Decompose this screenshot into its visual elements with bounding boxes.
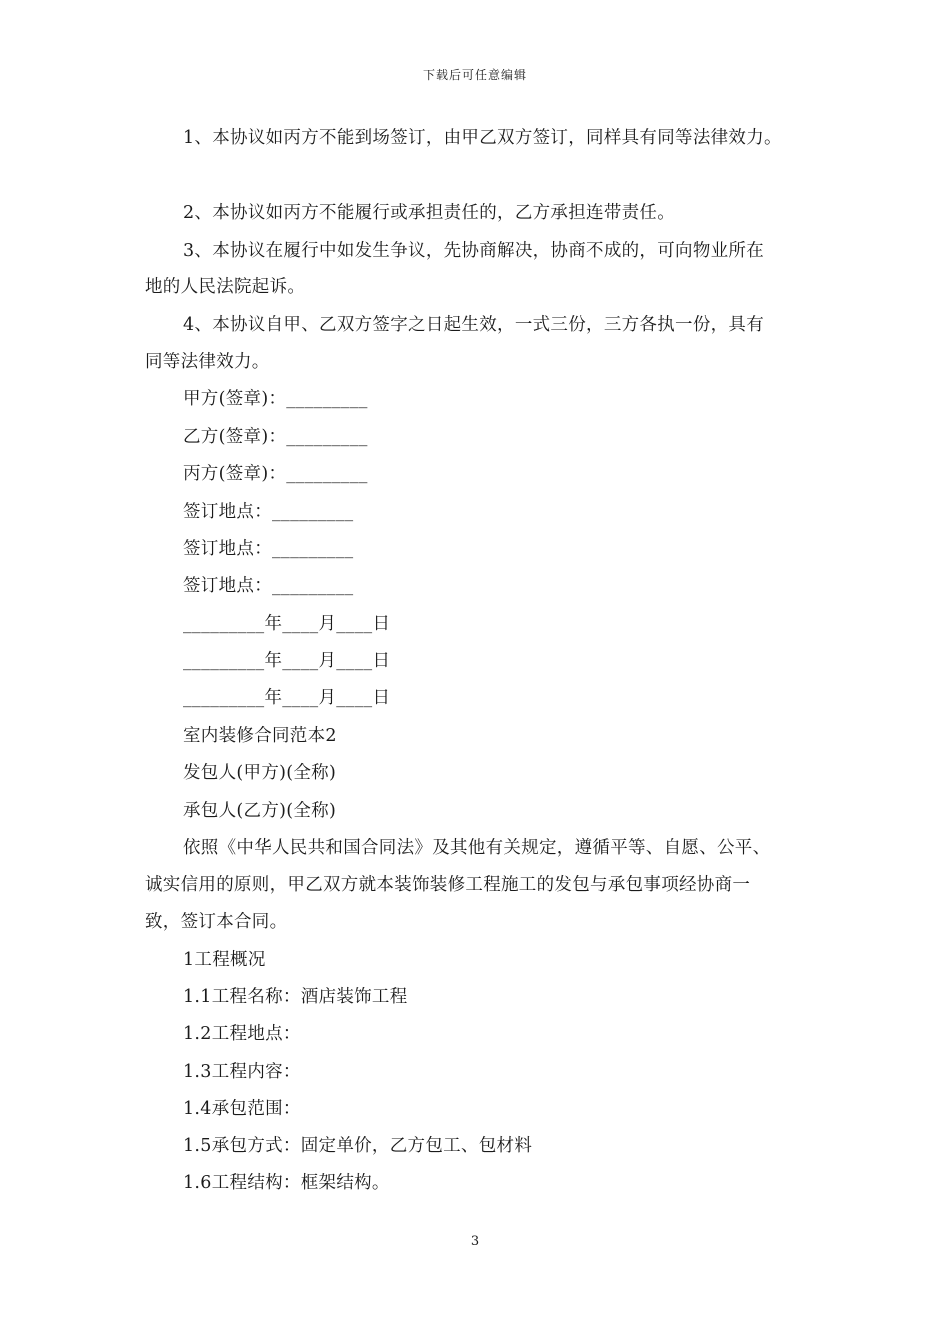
section-title: 室内装修合同范本2: [183, 726, 337, 746]
project-location: 1.2工程地点：: [183, 1024, 301, 1044]
project-structure: 1.6工程结构：框架结构。: [183, 1173, 390, 1193]
clause-3-line-2: 地的人民法院起诉。: [145, 277, 306, 297]
page-number: 3: [470, 1234, 480, 1249]
preamble-line-2: 诚实信用的原则，甲乙双方就本装饰装修工程施工的发包与承包事项经协商一: [145, 875, 751, 895]
party-c-signature: 丙方(签章)：_________: [183, 464, 368, 484]
signing-place-1: 签订地点：_________: [183, 502, 354, 522]
clause-4-line-2: 同等法律效力。: [145, 352, 270, 372]
contract-method: 1.5承包方式：固定单价，乙方包工、包材料: [183, 1136, 533, 1156]
page-header: 下载后可任意编辑: [422, 68, 527, 82]
contract-scope: 1.4承包范围：: [183, 1099, 301, 1119]
clause-4-line-1: 4、本协议自甲、乙双方签字之日起生效，一式三份，三方各执一份，具有: [183, 315, 765, 335]
signing-place-3: 签订地点：_________: [183, 576, 354, 596]
clause-3-line-1: 3、本协议在履行中如发生争议，先协商解决，协商不成的，可向物业所在: [183, 241, 765, 261]
preamble-line-1: 依照《中华人民共和国合同法》及其他有关规定，遵循平等、自愿、公平、: [183, 838, 771, 858]
signing-date-1: _________年____月____日: [183, 614, 391, 634]
clause-2: 2、本协议如丙方不能履行或承担责任的，乙方承担连带责任。: [183, 203, 676, 223]
preamble-line-3: 致，签订本合同。: [145, 912, 288, 932]
overview-heading: 1工程概况: [183, 950, 266, 970]
project-content: 1.3工程内容：: [183, 1062, 301, 1082]
signing-date-3: _________年____月____日: [183, 688, 391, 708]
employer-line: 发包人(甲方)(全称): [183, 763, 337, 783]
contractor-line: 承包人(乙方)(全称): [183, 801, 337, 821]
signing-place-2: 签订地点：_________: [183, 539, 354, 559]
party-b-signature: 乙方(签章)：_________: [183, 427, 368, 447]
party-a-signature: 甲方(签章)：_________: [183, 389, 368, 409]
clause-1: 1、本协议如丙方不能到场签订，由甲乙双方签订，同样具有同等法律效力。: [183, 128, 782, 148]
project-name: 1.1工程名称：酒店装饰工程: [183, 987, 408, 1007]
signing-date-2: _________年____月____日: [183, 651, 391, 671]
